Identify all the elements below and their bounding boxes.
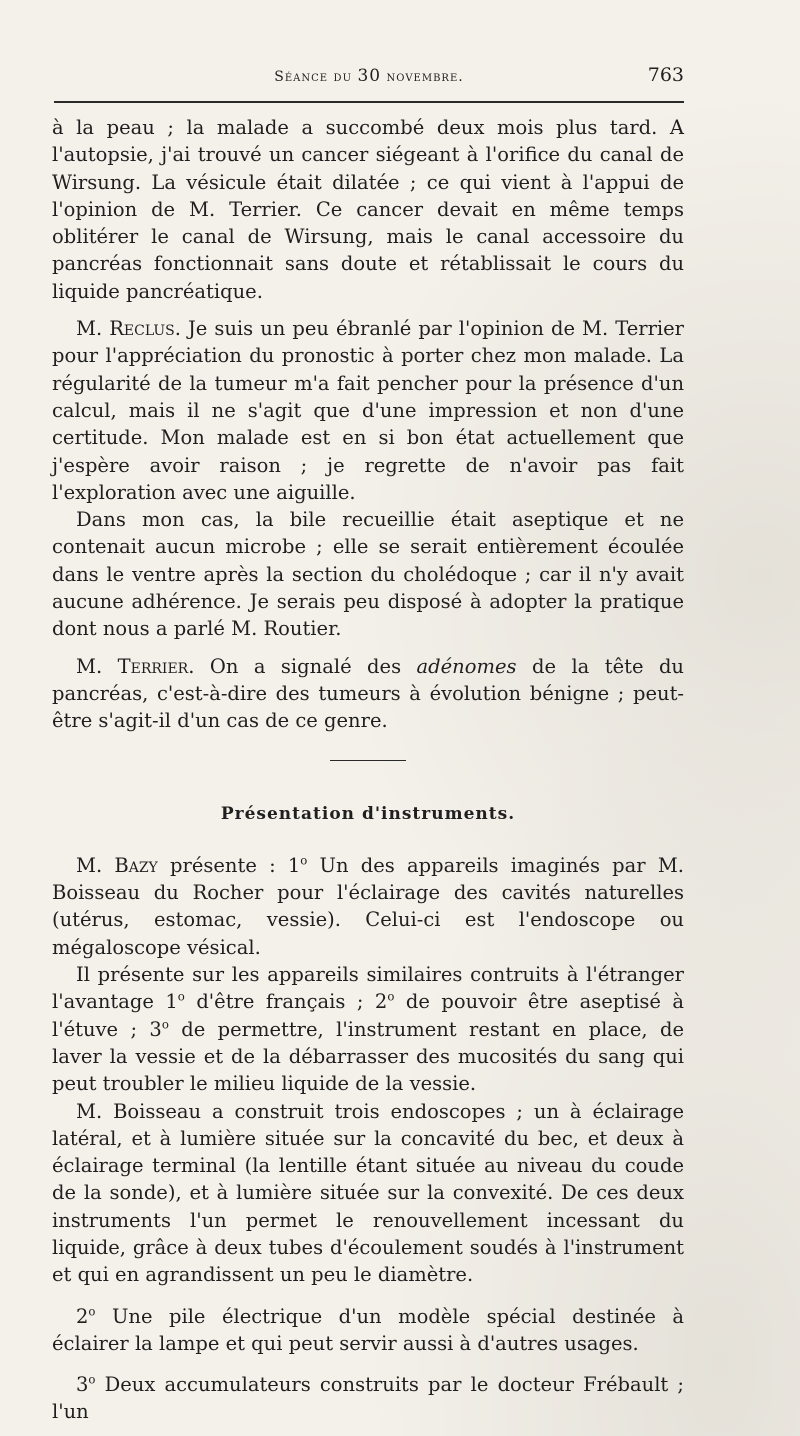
paragraph-accumulateurs (52, 1371, 684, 1426)
speaker-name: Bazy (114, 853, 158, 877)
paragraph-text: de pouvoir être aseptisé à l'étuve ; 3 (52, 990, 685, 1041)
paragraph-text: . On a signalé des (188, 654, 417, 678)
running-title (54, 66, 684, 86)
paragraph-text: Deux accumulateurs construits par le docteur Frébault ; l'un (52, 1373, 684, 1424)
ordinal-mark: o (88, 1304, 96, 1319)
paragraph-text: . Je suis un peu ébranlé par l'opinion de M. Terrier pour l'appréciation du pronostic à porter chez mon malade. La régularité de la tumeur m'a fait pencher pour la présence d'un calcul, mais il ne s'agit que d'une impression et non d'une certitude. Mon malade est en si bon état actuellement que j'espère avoir raison ; je regrette de n'avoir pas fait l'exploration avec une aiguille. (52, 317, 684, 504)
body-text (52, 114, 684, 1426)
ordinal-mark: o (161, 1017, 169, 1032)
paragraph-pile (52, 1303, 684, 1358)
paragraph-text: d'être français ; 2 (184, 990, 388, 1014)
emphasis: adénomes (416, 654, 517, 678)
speaker-prefix: M. (76, 317, 110, 341)
running-title-suffix: novembre. (381, 69, 464, 85)
paragraph-advantages (52, 961, 684, 1097)
speaker-prefix: M. (76, 853, 115, 877)
paragraph-terrier (52, 653, 684, 735)
paragraph-reclus-cont: Dans mon cas, la bile recueillie était aseptique et ne contenait aucun microbe ; elle se serait entièrement écoulée dans le ventre après la section du cholédoque ; car il n'y avait aucune adhérence. Je serais peu disposé à adopter la pratique dont nous a parlé M. Routier. (52, 508, 684, 641)
ordinal-mark: o (387, 989, 395, 1004)
paragraph-text: Une pile électrique d'un modèle spécial destinée à éclairer la lampe et qui peut servir aussi à d'autres usages. (52, 1304, 684, 1355)
ordinal-mark: o (88, 1372, 96, 1387)
paragraph-text: Il présente sur les appareils similaires contruits à l'étranger l'avantage 1 (52, 963, 684, 1014)
header-rule (54, 101, 684, 103)
page-number: 763 (647, 64, 684, 86)
paragraph-reclus (52, 315, 684, 506)
paragraph-bazy (52, 852, 684, 961)
section-title: Présentation d'instruments. (220, 803, 516, 824)
speaker-name: Reclus (109, 317, 175, 341)
item-number: 2 (76, 1304, 89, 1328)
ordinal-mark: o (300, 853, 308, 868)
paragraph-text: de la tête du pancréas, c'est-à-dire des tumeurs à évolution bénigne ; peut-être s'agit-il d'un cas de ce genre. (52, 654, 684, 733)
ordinal-mark: o (177, 989, 185, 1004)
speaker-prefix: M. (76, 654, 118, 678)
paragraph-text: de permettre, l'instrument restant en place, de laver la vessie et de la débarrasser des mucosités du sang qui peut troubler le milieu liquide de la vessie. (52, 1017, 684, 1096)
running-title-prefix: Séance du (274, 69, 358, 85)
item-number: 3 (76, 1373, 89, 1397)
paragraph-text: Un des appareils imaginés par M. Boisseau du Rocher pour l'éclairage des cavités naturelles (utérus, estomac, vessie). Celui-ci est l'endoscope ou mégaloscope vésical. (52, 853, 684, 959)
paragraph-endoscopes: M. Boisseau a construit trois endoscopes ; un à éclairage latéral, et à lumière située sur la concavité du bec, et deux à éclairage terminal (la lentille étant située au niveau du coude de la sonde), et à lumière située sur la convexité. De ces deux instruments l'un permet le renouvellement incessant du liquide, grâce à deux tubes d'écoulement soudés à l'instrument et qui en agrandissent un peu le diamètre. (52, 1099, 684, 1287)
running-head (54, 64, 684, 92)
running-title-day: 30 (357, 66, 382, 86)
speaker-name: Terrier (117, 654, 189, 678)
separator-rule (330, 760, 406, 761)
paragraph-text: présente : 1 (157, 853, 301, 877)
paragraph-continuation: à la peau ; la malade a succombé deux mois plus tard. A l'autopsie, j'ai trouvé un cancer siégeant à l'orifice du canal de Wirsung. La vésicule était dilatée ; ce qui vient à l'appui de l'opinion de M. Terrier. Ce cancer devait en même temps oblitérer le canal de Wirsung, mais le canal accessoire du pancréas fonctionnait sans doute et rétablissait le cours du liquide pancréatique. (52, 116, 684, 303)
